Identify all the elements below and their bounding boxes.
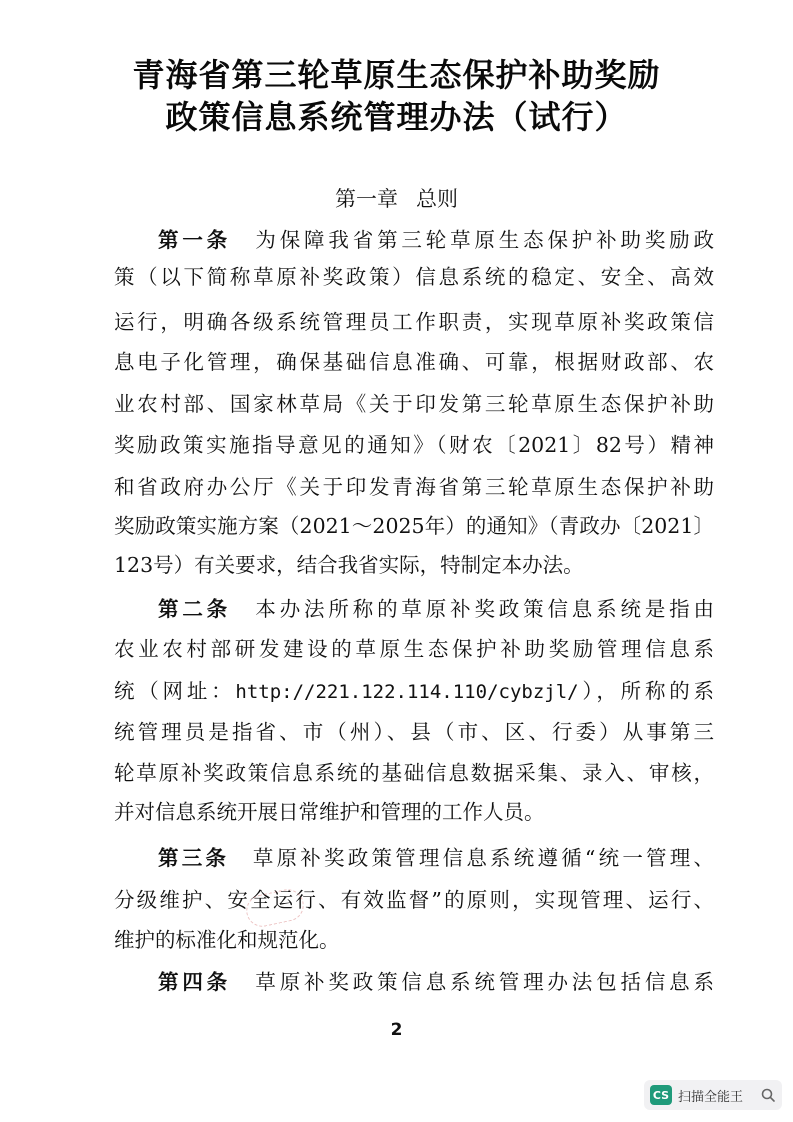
article-1-line-6: 奖励政策实施指导意见的通知》（财农〔2021〕82号）精神	[114, 433, 714, 457]
article-2-line-5: 轮草原补奖政策信息系统的基础信息数据采集、录入、审核，	[114, 761, 714, 785]
page-number: 2	[390, 1020, 403, 1040]
scanner-watermark	[644, 1080, 782, 1110]
article-2-line-2: 农业农村部研发建设的草原生态保护补助奖励管理信息系	[114, 637, 714, 661]
article-1-line-2: 策（以下简称草原补奖政策）信息系统的稳定、安全、高效	[114, 265, 714, 289]
article-label: 第一条	[158, 228, 232, 252]
chapter-number: 第一章	[335, 187, 398, 211]
chapter-heading	[0, 183, 793, 213]
watermark-text: 扫描全能王	[678, 1089, 744, 1105]
camscanner-logo-icon: CS	[650, 1085, 672, 1105]
document-title-line-2: 政策信息系统管理办法（试行）	[165, 98, 628, 136]
article-2-line-6: 并对信息系统开展日常维护和管理的工作人员。	[114, 800, 545, 824]
article-label: 第二条	[158, 597, 232, 621]
article-4-line-1: 第四条 草原补奖政策信息系统管理办法包括信息系	[158, 970, 715, 994]
article-3-line-2: 分级维护、安全运行、有效监督”的原则，实现管理、运行、	[114, 888, 714, 912]
chapter-name: 总则	[416, 187, 458, 211]
article-2-line-4: 统管理员是指省、市（州）、县（市、区、行委）从事第三	[114, 720, 714, 744]
article-1-line-9: 123号）有关要求，结合我省实际，特制定本办法。	[114, 553, 584, 577]
article-1-line-1: 第一条 为保障我省第三轮草原生态保护补助奖励政	[158, 228, 715, 252]
article-1-line-4: 息电子化管理，确保基础信息准确、可靠，根据财政部、农	[114, 350, 714, 374]
article-1-line-8: 奖励政策实施方案（2021～2025年）的通知》（青政办〔2021〕	[114, 514, 714, 538]
article-3-line-3: 维护的标准化和规范化。	[114, 928, 340, 952]
article-label: 第四条	[158, 970, 232, 994]
article-2-line-1: 第二条 本办法所称的草原补奖政策信息系统是指由	[158, 597, 715, 621]
article-label: 第三条	[158, 846, 230, 870]
article-3-line-1: 第三条 草原补奖政策管理信息系统遵循“统一管理、	[158, 846, 714, 870]
article-1-line-7: 和省政府办公厅《关于印发青海省第三轮草原生态保护补助	[114, 475, 714, 499]
article-1-line-5: 业农村部、国家林草局《关于印发第三轮草原生态保护补助	[114, 392, 714, 416]
article-1-line-3: 运行，明确各级系统管理员工作职责，实现草原补奖政策信	[114, 310, 714, 334]
system-url: http://221.122.114.110/cybzjl/	[235, 681, 579, 703]
article-2-line-3: 统（网址：http://221.122.114.110/cybzjl/），所称的系	[114, 679, 715, 703]
search-icon	[760, 1087, 776, 1103]
document-title-line-1: 青海省第三轮草原生态保护补助奖励	[132, 56, 661, 94]
